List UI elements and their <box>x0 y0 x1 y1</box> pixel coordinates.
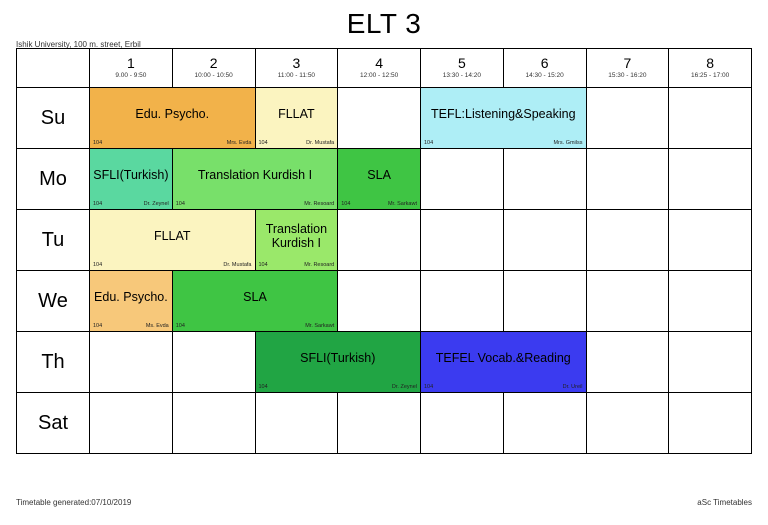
lesson-teacher: Mr. Sarkawt <box>387 201 417 207</box>
timetable-cell-empty[interactable] <box>255 393 338 454</box>
lesson-room: 104 <box>93 323 103 329</box>
timetable-cell[interactable] <box>90 149 173 210</box>
lesson-teacher: Dr. Mustafa <box>223 262 252 268</box>
corner-cell <box>17 49 90 88</box>
timetable-cell-empty[interactable] <box>338 393 421 454</box>
timetable-cell-empty[interactable] <box>669 210 752 271</box>
lesson-block[interactable] <box>90 210 255 270</box>
lesson-teacher: Mrs. Gmilss <box>553 140 583 146</box>
timetable-cell-empty[interactable] <box>421 393 504 454</box>
period-number: 4 <box>375 55 384 71</box>
lesson-name: TEFL:Listening&Speaking <box>430 107 576 121</box>
institution-subtitle: Ishik University, 100 m. street, Erbil <box>16 40 141 49</box>
timetable-cell-empty[interactable] <box>503 149 586 210</box>
timetable-cell-empty[interactable] <box>669 393 752 454</box>
period-number: 6 <box>540 55 549 71</box>
timetable-cell-empty[interactable] <box>90 393 173 454</box>
lesson-name: SFLI(Turkish) <box>93 168 169 182</box>
period-time: 11:00 - 11:50 <box>277 72 316 79</box>
lesson-teacher: Dr. Mustafa <box>306 140 335 146</box>
period-header-7 <box>586 49 669 88</box>
timetable-cell[interactable] <box>90 210 256 271</box>
day-label-tu: Tu <box>17 210 90 271</box>
period-header-5 <box>421 49 504 88</box>
lesson-block[interactable] <box>90 149 172 209</box>
lesson-name: Edu. Psycho. <box>135 107 210 121</box>
lesson-room: 104 <box>175 323 185 329</box>
day-label-su: Su <box>17 88 90 149</box>
lesson-block[interactable] <box>173 149 338 209</box>
period-header-4 <box>338 49 421 88</box>
period-time: 9.00 - 9:50 <box>115 72 147 79</box>
footer-brand: aSc Timetables <box>697 498 752 507</box>
timetable <box>16 48 752 454</box>
lesson-block[interactable] <box>90 88 255 148</box>
timetable-body <box>17 88 752 454</box>
timetable-cell[interactable] <box>172 271 338 332</box>
timetable-cell-empty[interactable] <box>669 271 752 332</box>
timetable-cell-empty[interactable] <box>421 271 504 332</box>
timetable-cell-empty[interactable] <box>338 210 421 271</box>
period-number: 8 <box>706 55 715 71</box>
lesson-name: FLLAT <box>278 107 315 121</box>
timetable-cell-empty[interactable] <box>586 393 669 454</box>
timetable-cell[interactable] <box>90 88 256 149</box>
lesson-name: SLA <box>367 168 391 182</box>
lesson-block[interactable] <box>256 88 338 148</box>
day-label-th: Th <box>17 332 90 393</box>
lesson-name: TEFEL Vocab.&Reading <box>435 351 571 365</box>
timetable-cell[interactable] <box>338 149 421 210</box>
lesson-teacher: Dr. Zeynel <box>391 384 417 390</box>
period-header-3 <box>255 49 338 88</box>
footer <box>16 498 752 507</box>
timetable-row <box>17 332 752 393</box>
period-time: 13:30 - 14:20 <box>442 72 482 79</box>
lesson-block[interactable] <box>256 210 338 270</box>
lesson-name: SLA <box>243 290 267 304</box>
timetable-cell[interactable] <box>255 88 338 149</box>
timetable-row <box>17 88 752 149</box>
timetable-row <box>17 271 752 332</box>
lesson-block[interactable] <box>90 271 172 331</box>
page-title: ELT 3 <box>346 8 422 39</box>
period-number: 3 <box>292 55 301 71</box>
timetable-cell-empty[interactable] <box>503 210 586 271</box>
lesson-block[interactable] <box>173 271 338 331</box>
timetable-header-row <box>17 49 752 88</box>
period-time: 15:30 - 16:20 <box>608 72 647 79</box>
timetable-cell[interactable] <box>255 332 421 393</box>
timetable-cell-empty[interactable] <box>586 149 669 210</box>
lesson-teacher: Mr. Resoard <box>304 262 335 268</box>
period-header-1 <box>90 49 173 88</box>
timetable-cell-empty[interactable] <box>586 210 669 271</box>
timetable-row <box>17 210 752 271</box>
lesson-room: 104 <box>258 384 268 390</box>
lesson-room: 104 <box>93 262 103 268</box>
timetable-cell-empty[interactable] <box>338 271 421 332</box>
lesson-name: SFLI(Turkish) <box>300 351 376 365</box>
period-number: 1 <box>126 55 135 71</box>
timetable-row <box>17 149 752 210</box>
period-number: 2 <box>209 55 218 71</box>
lesson-room: 104 <box>258 140 268 146</box>
period-time: 14:30 - 15:20 <box>525 72 564 79</box>
day-label-sat: Sat <box>17 393 90 454</box>
lesson-name: Translation Kurdish I <box>265 222 328 250</box>
timetable-cell-empty[interactable] <box>586 271 669 332</box>
timetable-cell-empty[interactable] <box>421 210 504 271</box>
timetable-cell[interactable] <box>172 149 338 210</box>
period-time: 10:00 - 10:50 <box>194 72 233 79</box>
timetable-cell-empty[interactable] <box>669 149 752 210</box>
timetable-cell-empty[interactable] <box>669 332 752 393</box>
period-time: 12:00 - 12:50 <box>359 72 399 79</box>
lesson-name: Translation Kurdish I <box>197 168 313 182</box>
timetable-cell-empty[interactable] <box>586 332 669 393</box>
timetable-cell-empty[interactable] <box>503 393 586 454</box>
lesson-block[interactable] <box>256 332 421 392</box>
lesson-room: 104 <box>424 140 434 146</box>
period-header-8 <box>669 49 752 88</box>
timetable-cell[interactable] <box>421 88 587 149</box>
lesson-name: FLLAT <box>153 229 191 243</box>
timetable-cell-empty[interactable] <box>586 88 669 149</box>
lesson-teacher: Mr. Sarkawt <box>305 323 335 329</box>
lesson-room: 104 <box>424 384 434 390</box>
lesson-teacher: Ms. Evda <box>145 323 169 329</box>
timetable-cell-empty[interactable] <box>421 149 504 210</box>
lesson-teacher: Mr. Resoard <box>304 201 335 207</box>
timetable-cell-empty[interactable] <box>503 271 586 332</box>
lesson-block[interactable] <box>421 88 586 148</box>
timetable-cell-empty[interactable] <box>669 88 752 149</box>
timetable-cell-empty[interactable] <box>172 393 255 454</box>
timetable-cell-empty[interactable] <box>90 332 173 393</box>
timetable-cell[interactable] <box>90 271 173 332</box>
lesson-block[interactable] <box>421 332 586 392</box>
lesson-room: 104 <box>175 201 185 207</box>
footer-generated: Timetable generated:07/10/2019 <box>16 498 132 507</box>
lesson-block[interactable] <box>338 149 420 209</box>
lesson-teacher: Dr. Ureil <box>562 384 583 390</box>
timetable-cell-empty[interactable] <box>172 332 255 393</box>
day-label-we: We <box>17 271 90 332</box>
lesson-room: 104 <box>258 262 268 268</box>
day-label-mo: Mo <box>17 149 90 210</box>
timetable-cell[interactable] <box>421 332 587 393</box>
lesson-room: 104 <box>93 140 103 146</box>
lesson-teacher: Dr. Zeynel <box>143 201 169 207</box>
timetable-row <box>17 393 752 454</box>
lesson-teacher: Mrs. Evda <box>226 140 252 146</box>
lesson-room: 104 <box>341 201 351 207</box>
period-number: 7 <box>623 55 632 71</box>
period-time: 16:25 - 17:00 <box>690 72 730 79</box>
lesson-name: Edu. Psycho. <box>94 290 168 304</box>
period-number: 5 <box>457 55 466 71</box>
period-header-2 <box>172 49 255 88</box>
lesson-room: 104 <box>93 201 103 207</box>
timetable-cell-empty[interactable] <box>338 88 421 149</box>
period-header-6 <box>503 49 586 88</box>
timetable-cell[interactable] <box>255 210 338 271</box>
